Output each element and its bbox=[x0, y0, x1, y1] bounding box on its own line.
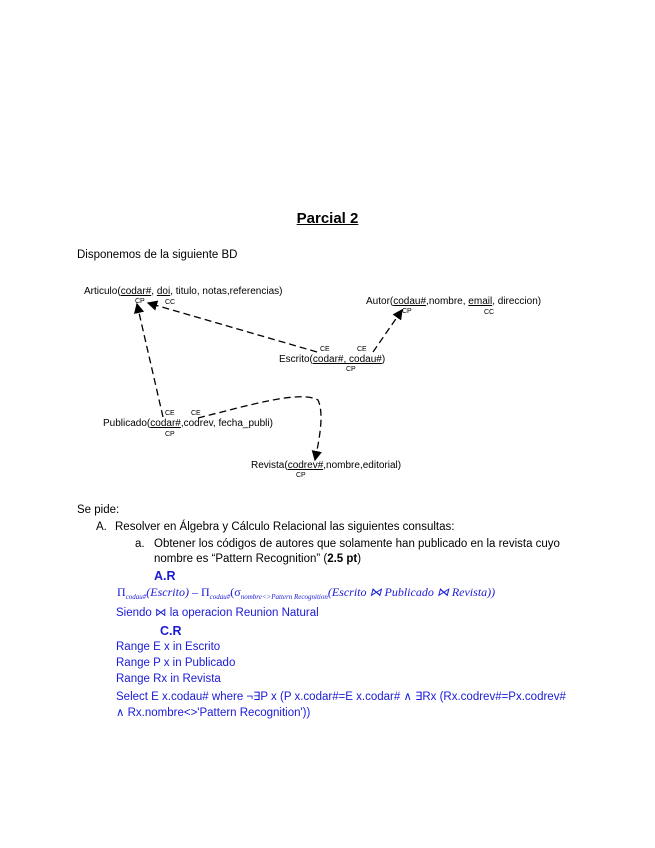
ar-minus: – bbox=[188, 585, 201, 599]
articulo-ck-label: CC bbox=[165, 299, 176, 306]
item-a-marker: A. bbox=[96, 521, 107, 533]
arrow-escrito-articulo bbox=[148, 303, 317, 352]
ar-body: (Escrito ⋈ Publicado ⋈ Revista)) bbox=[327, 585, 496, 599]
sigma-subscript: nombre<>Pattern Recognition bbox=[240, 593, 328, 601]
publicado-rest: ,codrev, fecha_publi) bbox=[180, 418, 273, 429]
item-a-a-line2-post: ) bbox=[357, 553, 362, 565]
item-a-a-marker: a. bbox=[135, 538, 145, 550]
cr-line: Select E x.codau# where ¬∃P x (P x.codar#=E x.codar# ∧ ∃Rx (Rx.codrev#=Px.codrev# bbox=[116, 691, 566, 703]
ar-heading: A.R bbox=[154, 569, 176, 583]
publicado-pk: codar# bbox=[150, 418, 181, 429]
cr-heading: C.R bbox=[160, 624, 182, 638]
autor-pk: codau# bbox=[393, 296, 427, 307]
page-title: Parcial 2 bbox=[296, 210, 359, 227]
escrito-pk: codar#, codau# bbox=[312, 354, 382, 365]
escrito-fk2-label: CE bbox=[357, 346, 367, 353]
autor-name: Autor( bbox=[366, 296, 394, 307]
publicado-pk-label: CP bbox=[165, 431, 175, 438]
item-a-a-points: 2.5 pt bbox=[327, 553, 358, 565]
articulo-sep: , bbox=[151, 286, 157, 297]
table-escrito bbox=[279, 354, 385, 365]
autor-sep: ,nombre, bbox=[426, 296, 469, 307]
arrow-escrito-autor bbox=[373, 310, 402, 352]
table-revista bbox=[251, 460, 401, 471]
ar-arg-1: (Escrito) bbox=[146, 585, 189, 599]
cr-line: Range P x in Publicado bbox=[116, 657, 236, 669]
articulo-name: Articulo( bbox=[84, 286, 121, 297]
autor-ck-label: CC bbox=[484, 309, 495, 316]
table-publicado bbox=[103, 418, 273, 429]
escrito-name: Escrito( bbox=[279, 354, 313, 365]
publicado-fk1-label: CE bbox=[165, 410, 175, 417]
publicado-name: Publicado( bbox=[103, 418, 151, 429]
articulo-rest: , titulo, notas,referencias) bbox=[170, 286, 283, 297]
pi-subscript-2: codau# bbox=[209, 593, 231, 601]
siendo-text: Siendo ⋈ la operacion Reunion Natural bbox=[116, 607, 319, 619]
item-a-a-line1: Obtener los códigos de autores que solamente han publicado en la revista cuyo bbox=[154, 538, 560, 550]
arrow-publicado-articulo bbox=[137, 304, 163, 417]
articulo-pk: codar# bbox=[120, 286, 152, 297]
revista-rest: ,nombre,editorial) bbox=[323, 460, 402, 471]
cr-line: Range E x in Escrito bbox=[116, 641, 221, 653]
escrito-fk1-label: CE bbox=[320, 346, 330, 353]
escrito-rest: ) bbox=[381, 354, 386, 365]
cr-line: ∧ Rx.nombre<>'Pattern Recognition')) bbox=[116, 707, 311, 719]
revista-pk-label: CP bbox=[296, 472, 306, 479]
pi-symbol-1: Π bbox=[117, 585, 126, 599]
autor-rest: , direccion) bbox=[492, 296, 542, 307]
sigma-symbol: σ bbox=[234, 585, 241, 599]
table-articulo bbox=[84, 286, 282, 297]
publicado-fk2-label: CE bbox=[191, 410, 201, 417]
item-a-a-line2-pre: nombre es “Pattern Recognition” ( bbox=[154, 553, 328, 565]
item-a-a-line2 bbox=[154, 553, 361, 565]
revista-name: Revista( bbox=[251, 460, 288, 471]
pi-subscript-1: codau# bbox=[125, 593, 147, 601]
cr-line: Range Rx in Revista bbox=[116, 673, 221, 685]
se-pide: Se pide: bbox=[77, 504, 120, 516]
articulo-pk-label: CP bbox=[135, 298, 145, 305]
revista-pk: codrev# bbox=[287, 460, 324, 471]
ar-open-paren: ( bbox=[230, 585, 235, 599]
escrito-pk-label: CP bbox=[346, 366, 356, 373]
articulo-ck: doi bbox=[156, 286, 171, 297]
item-a-text: Resolver en Álgebra y Cálculo Relacional las siguientes consultas: bbox=[115, 521, 455, 533]
ar-formula bbox=[117, 585, 495, 600]
intro-text: Disponemos de la siguiente BD bbox=[77, 249, 238, 261]
autor-ck: email bbox=[468, 296, 493, 307]
table-autor bbox=[366, 296, 541, 307]
autor-pk-label: CP bbox=[402, 308, 412, 315]
pi-symbol-2: Π bbox=[200, 585, 210, 599]
